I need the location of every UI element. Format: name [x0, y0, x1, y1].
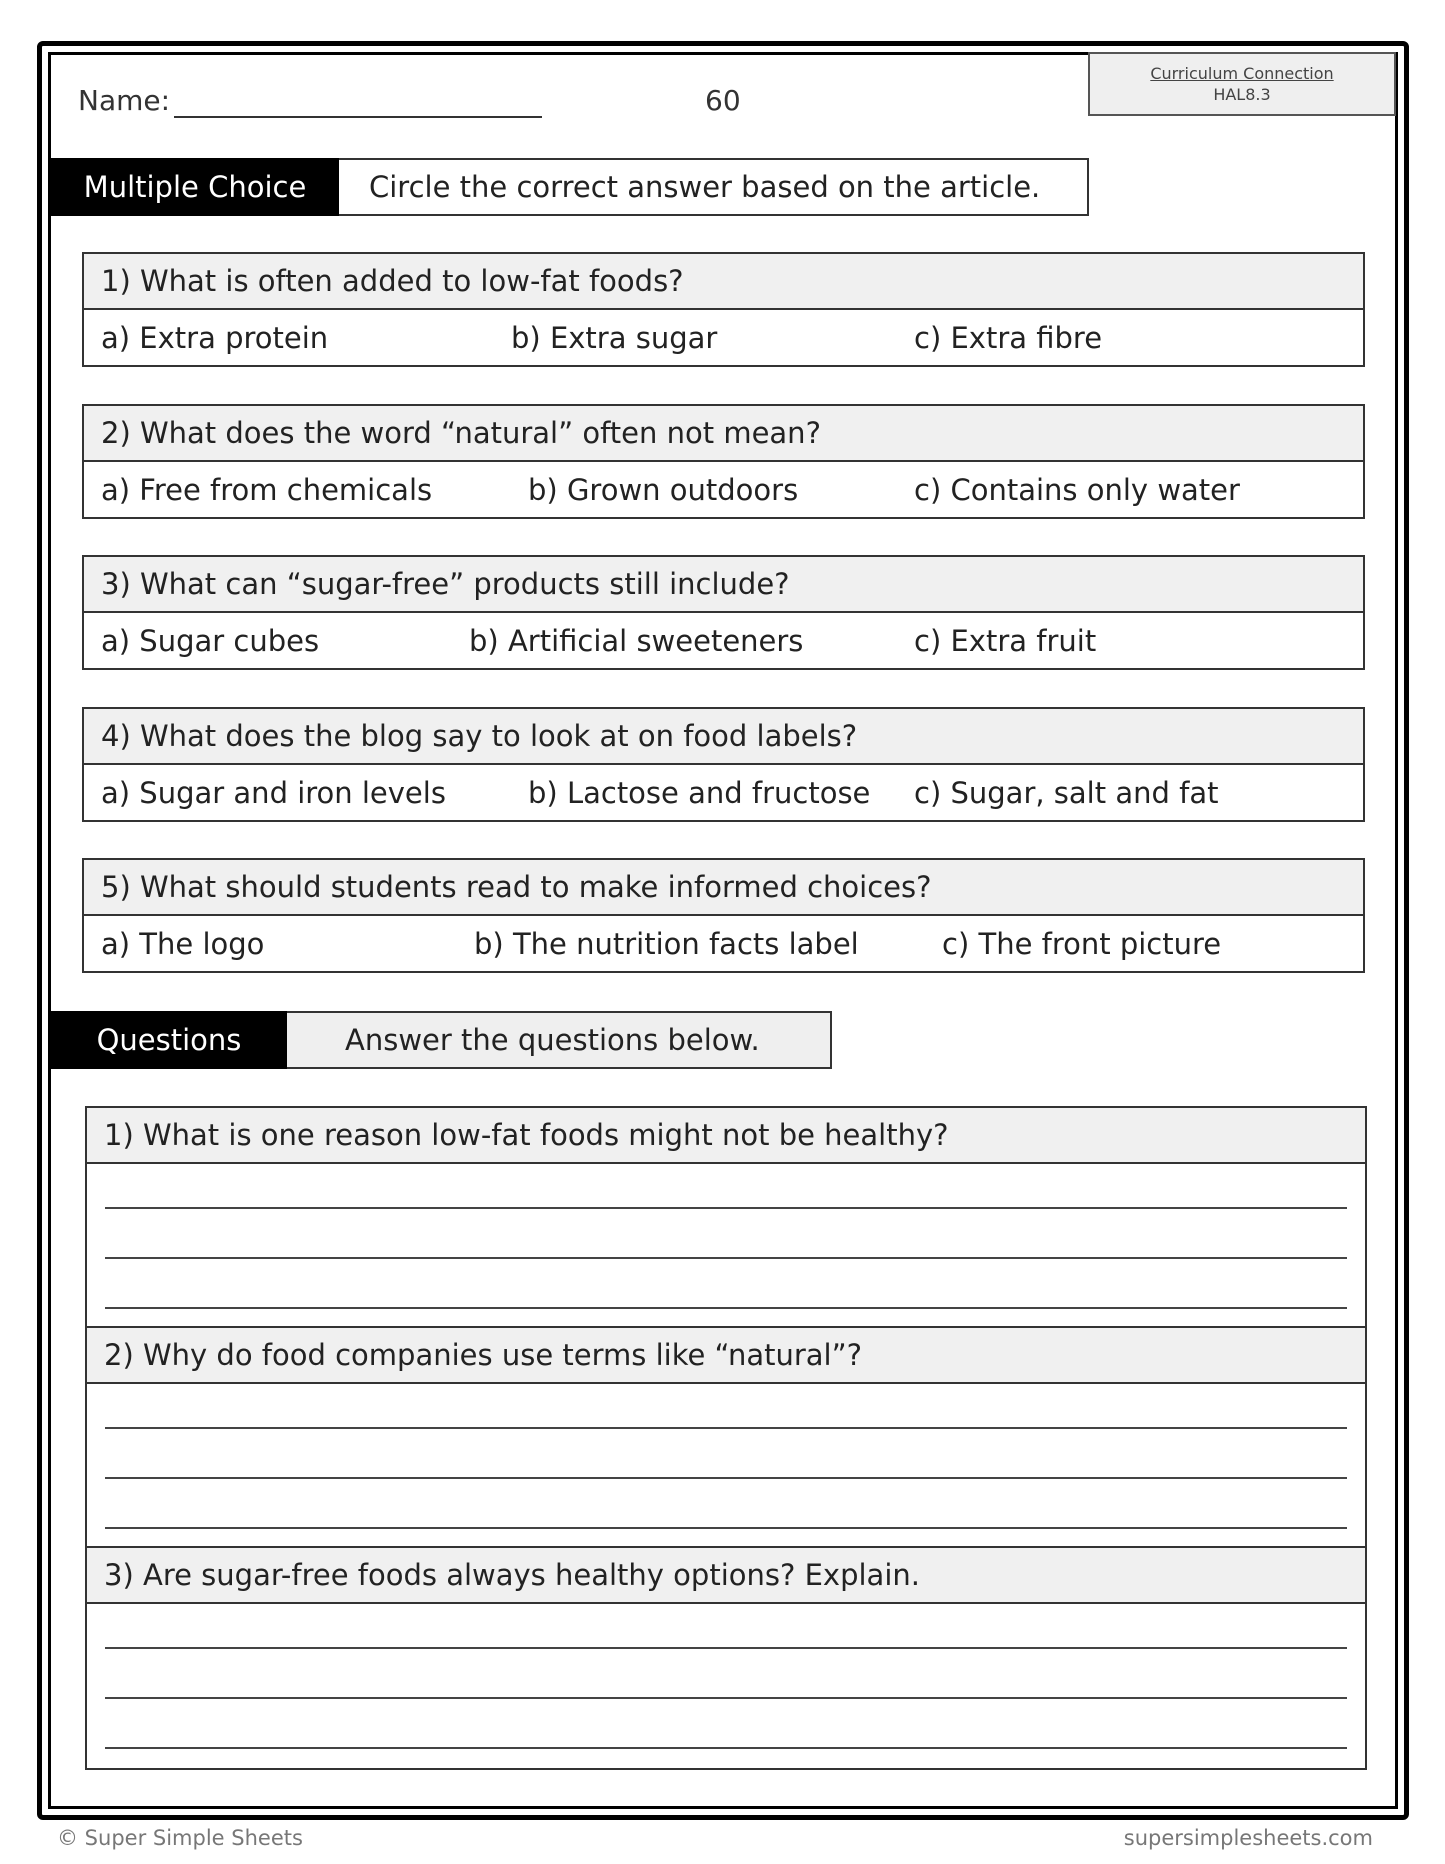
curriculum-code: HAL8.3	[1213, 85, 1271, 104]
name-label: Name:	[78, 84, 171, 117]
mc-option-c[interactable]: c) Contains only water	[914, 473, 1240, 507]
mc-question-text: 4) What does the blog say to look at on food labels?	[84, 709, 1363, 765]
answer-line[interactable]	[105, 1747, 1347, 1749]
mc-question-text: 5) What should students read to make informed choices?	[84, 860, 1363, 916]
answer-area[interactable]	[87, 1384, 1365, 1548]
answer-line[interactable]	[105, 1427, 1347, 1429]
answer-line[interactable]	[105, 1257, 1347, 1259]
open-question-3	[85, 1546, 1367, 1770]
open-question-text: 1) What is one reason low-fat foods might not be healthy?	[87, 1108, 1365, 1164]
open-question-1	[85, 1106, 1367, 1328]
multiple-choice-instruction: Circle the correct answer based on the article.	[339, 158, 1089, 216]
mc-question-2	[82, 404, 1365, 519]
mc-option-b[interactable]: b) The nutrition facts label	[474, 927, 859, 961]
answer-area[interactable]	[87, 1604, 1365, 1768]
mc-option-a[interactable]: a) Sugar cubes	[101, 624, 320, 658]
answer-line[interactable]	[105, 1697, 1347, 1699]
answer-line[interactable]	[105, 1207, 1347, 1209]
questions-tag: Questions	[51, 1011, 287, 1069]
mc-option-b[interactable]: b) Artificial sweeteners	[469, 624, 804, 658]
open-question-text: 2) Why do food companies use terms like “natural”?	[87, 1328, 1365, 1384]
mc-question-5	[82, 858, 1365, 973]
multiple-choice-header	[51, 158, 1089, 216]
mc-option-c[interactable]: c) Sugar, salt and fat	[914, 776, 1219, 810]
answer-line[interactable]	[105, 1307, 1347, 1309]
answer-line[interactable]	[105, 1527, 1347, 1529]
mc-option-a[interactable]: a) Free from chemicals	[101, 473, 433, 507]
mc-option-c[interactable]: c) Extra fibre	[914, 321, 1103, 355]
answer-line[interactable]	[105, 1477, 1347, 1479]
footer-website[interactable]: supersimplesheets.com	[1123, 1826, 1373, 1850]
mc-question-text: 1) What is often added to low-fat foods?	[84, 254, 1363, 310]
mc-question-1	[82, 252, 1365, 367]
footer-copyright: © Super Simple Sheets	[57, 1826, 303, 1850]
mc-option-a[interactable]: a) The logo	[101, 927, 265, 961]
mc-option-c[interactable]: c) The front picture	[942, 927, 1222, 961]
mc-question-text: 3) What can “sugar-free” products still include?	[84, 557, 1363, 613]
questions-instruction: Answer the questions below.	[287, 1011, 832, 1069]
mc-option-b[interactable]: b) Extra sugar	[511, 321, 718, 355]
mc-option-c[interactable]: c) Extra fruit	[914, 624, 1097, 658]
open-question-text: 3) Are sugar-free foods always healthy options? Explain.	[87, 1548, 1365, 1604]
mc-question-text: 2) What does the word “natural” often not mean?	[84, 406, 1363, 462]
name-field-line[interactable]	[174, 116, 542, 118]
multiple-choice-tag: Multiple Choice	[51, 158, 339, 216]
mc-question-4	[82, 707, 1365, 822]
curriculum-title: Curriculum Connection	[1150, 64, 1334, 83]
mc-question-3	[82, 555, 1365, 670]
answer-line[interactable]	[105, 1647, 1347, 1649]
mc-option-a[interactable]: a) Sugar and iron levels	[101, 776, 446, 810]
answer-area[interactable]	[87, 1164, 1365, 1328]
curriculum-connection-box	[1088, 52, 1396, 116]
mc-option-b[interactable]: b) Grown outdoors	[528, 473, 799, 507]
page-number: 60	[705, 84, 741, 117]
open-question-2	[85, 1326, 1367, 1548]
questions-header	[51, 1011, 832, 1069]
mc-option-a[interactable]: a) Extra protein	[101, 321, 329, 355]
mc-option-b[interactable]: b) Lactose and fructose	[528, 776, 871, 810]
